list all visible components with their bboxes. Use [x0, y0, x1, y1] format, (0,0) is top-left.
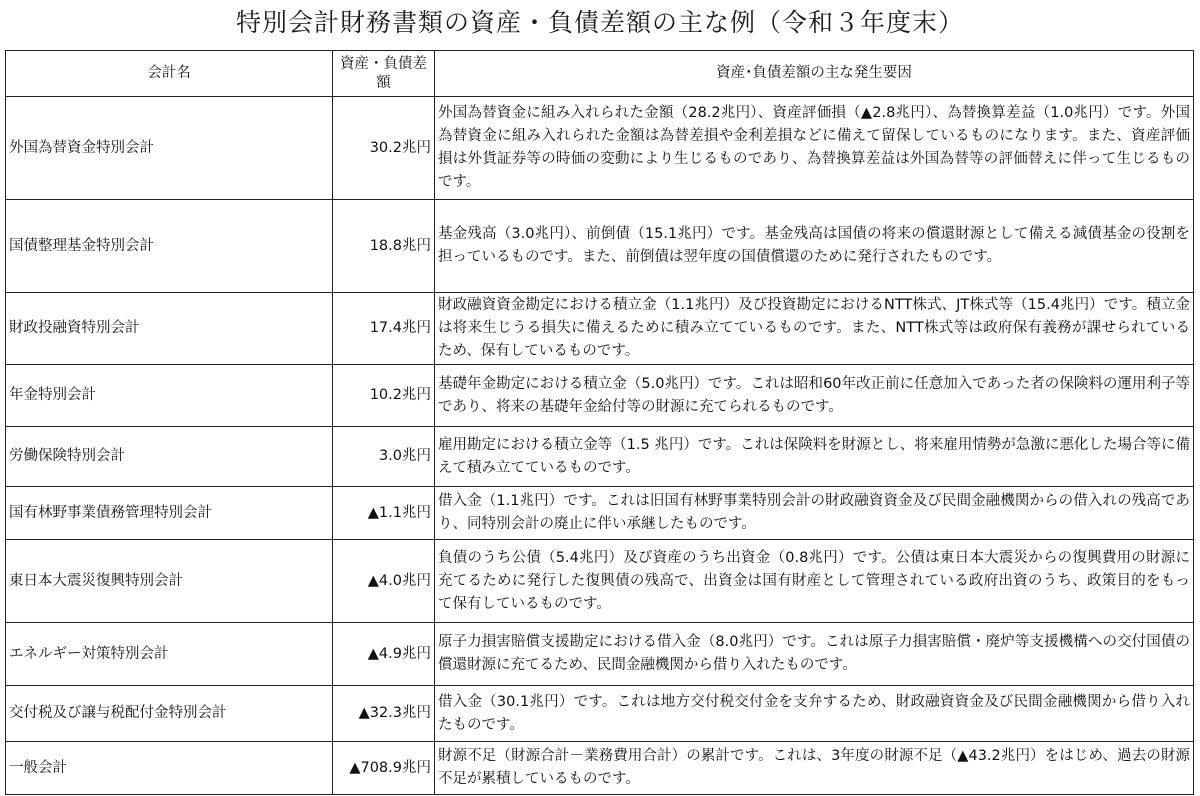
header-account-name: 会計名 [6, 51, 333, 97]
account-name: 国有林野事業債務管理特別会計 [6, 487, 333, 540]
table-row [6, 686, 1194, 742]
page-title: 特別会計財務書類の資産・負債差額の主な例（令和３年度末） [235, 8, 964, 37]
net-asset-amount: 10.2兆円 [333, 365, 435, 427]
table-row [6, 742, 1194, 795]
net-asset-amount: ▲1.1兆円 [333, 487, 435, 540]
main-factor-text: 雇用勘定における積立金等（1.5 兆円）です。これは保険料を財源とし、将来雇用情勢が急激に悪化した場合等に備えて積み立てているものです。 [435, 427, 1194, 487]
table-row [6, 623, 1194, 686]
main-factor-text: 外国為替資金に組み入れられた金額（28.2兆円）、資産評価損（▲2.8兆円）、為替換算差益（1.0兆円）です。外国為替資金に組み入れられた金額は為替差損や金利差損などに備えて留保しているものになります。また、資産評価損は外貨証券等の時価の変動により生じるものであり、為替換算差益は外国為替等の評価替えに伴って生じるものです。 [435, 97, 1194, 200]
main-factor-text: 借入金（30.1兆円）です。これは地方交付税交付金を支弁するため、財政融資資金及び民間金融機関から借り入れたものです。 [435, 686, 1194, 742]
account-name: 国債整理基金特別会計 [6, 200, 333, 293]
main-factor-text: 財政融資資金勘定における積立金（1.1兆円）及び投資勘定におけるNTT株式、JT株式等（15.4兆円）です。積立金は将来生じうる損失に備えるために積み立てているものです。また、NTT株式等は政府保有義務が課せられているため、保有しているものです。 [435, 293, 1194, 365]
header-net-assets: 資産・負債差額 [333, 51, 435, 97]
net-asset-amount: ▲708.9兆円 [333, 742, 435, 795]
account-name: 一般会計 [6, 742, 333, 795]
table-row [6, 293, 1194, 365]
main-factor-text: 基金残高（3.0兆円）、前倒債（15.1兆円）です。基金残高は国債の将来の償還財源として備える減債基金の役割を担っているものです。また、前倒債は翌年度の国債償還のために発行されたものです。 [435, 200, 1194, 293]
table-row [6, 487, 1194, 540]
table-row [6, 97, 1194, 200]
net-asset-amount: ▲4.9兆円 [333, 623, 435, 686]
account-name: 財政投融資特別会計 [6, 293, 333, 365]
header-row [6, 51, 1194, 97]
table-row [6, 200, 1194, 293]
table-row [6, 540, 1194, 623]
net-asset-amount: 18.8兆円 [333, 200, 435, 293]
net-asset-amount: 30.2兆円 [333, 97, 435, 200]
net-asset-amount: ▲32.3兆円 [333, 686, 435, 742]
table-row [6, 427, 1194, 487]
account-name: 年金特別会計 [6, 365, 333, 427]
summary-table [5, 50, 1194, 795]
table-row [6, 365, 1194, 427]
main-factor-text: 借入金（1.1兆円）です。これは旧国有林野事業特別会計の財政融資資金及び民間金融機関からの借入れの残高であり、同特別会計の廃止に伴い承継したものです。 [435, 487, 1194, 540]
main-factor-text: 原子力損害賠償支援勘定における借入金（8.0兆円）です。これは原子力損害賠償・廃炉等支援機構への交付国債の償還財源に充てるため、民間金融機関から借り入れたものです。 [435, 623, 1194, 686]
account-name: 労働保険特別会計 [6, 427, 333, 487]
account-name: 交付税及び譲与税配付金特別会計 [6, 686, 333, 742]
main-factor-text: 負債のうち公債（5.4兆円）及び資産のうち出資金（0.8兆円）です。公債は東日本大震災からの復興費用の財源に充てるために発行した復興債の残高で、出資金は国有財産として管理されている政府出資のうち、政策目的をもって保有しているものです。 [435, 540, 1194, 623]
net-asset-amount: 3.0兆円 [333, 427, 435, 487]
account-name: 外国為替資金特別会計 [6, 97, 333, 200]
net-asset-amount: ▲4.0兆円 [333, 540, 435, 623]
net-asset-amount: 17.4兆円 [333, 293, 435, 365]
account-name: エネルギー対策特別会計 [6, 623, 333, 686]
main-factor-text: 財源不足（財源合計－業務費用合計）の累計です。これは、3年度の財源不足（▲43.2兆円）をはじめ、過去の財源不足が累積しているものです。 [435, 742, 1194, 795]
main-factor-text: 基礎年金勘定における積立金（5.0兆円）です。これは昭和60年改正前に任意加入であった者の保険料の運用利子等であり、将来の基礎年金給付等の財源に充てられるものです。 [435, 365, 1194, 427]
account-name: 東日本大震災復興特別会計 [6, 540, 333, 623]
header-main-factors: 資産･負債差額の主な発生要因 [435, 51, 1194, 97]
